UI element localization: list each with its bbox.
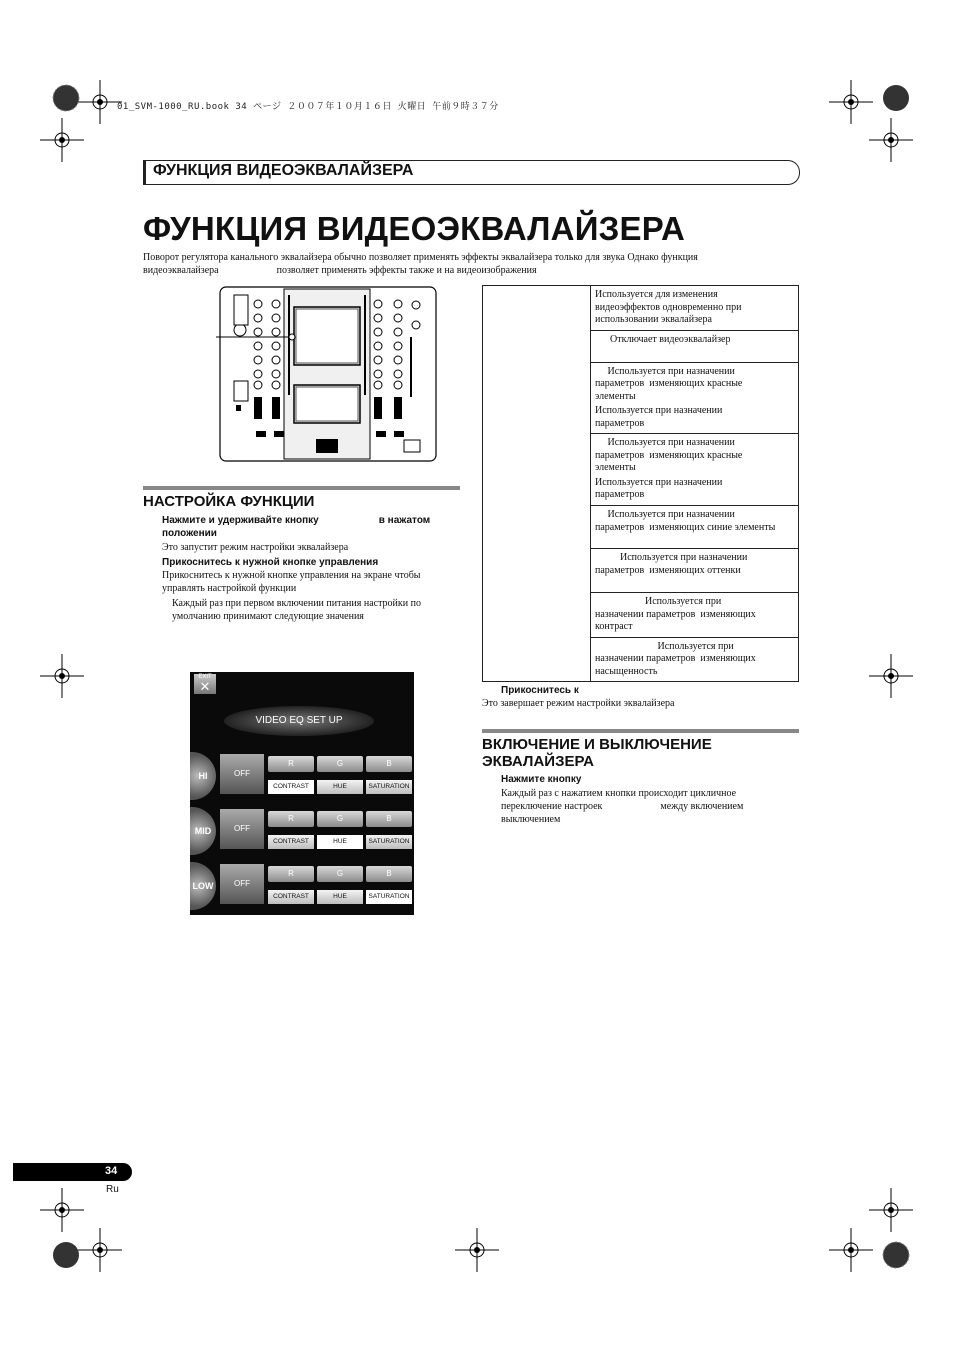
cell-line: Используется при назначении	[595, 476, 723, 488]
cell-line: насыщенность	[595, 665, 658, 677]
cell-line: параметров изменяющих оттенки	[595, 564, 741, 576]
setup-step-2-desc	[162, 569, 462, 595]
registration-mark-icon	[869, 118, 913, 162]
cell-line: элементы	[595, 462, 636, 473]
screen-title-text: VIDEO EQ SET UP	[255, 715, 343, 726]
registration-mark-icon	[869, 1188, 913, 1232]
band-hi-button[interactable]: HI	[190, 752, 216, 800]
cell-line: видеоэффектов одновременно при	[595, 301, 742, 313]
section-header-accent	[143, 160, 146, 184]
desc-part: переключение настроек	[501, 801, 603, 812]
table-cell	[591, 434, 799, 506]
file-header: 01_SVM-1000_RU.book 34 ページ ２００７年１０月１６日 火曜日 午前９時３７分	[117, 102, 499, 112]
cell-line: Используется при	[595, 640, 734, 652]
onoff-desc	[501, 787, 801, 826]
registration-mark-icon	[455, 1228, 499, 1272]
button-function-table	[482, 285, 799, 682]
r-button-hi[interactable]: R	[268, 756, 314, 772]
cell-line: назначении параметров изменяющих	[595, 653, 756, 664]
cell-line: параметров изменяющих красные	[595, 449, 743, 461]
g-button-mid[interactable]: G	[317, 811, 363, 827]
registration-mark-icon	[869, 654, 913, 698]
table-cell	[591, 637, 799, 682]
cell-line: элементы	[595, 390, 636, 402]
g-button-low[interactable]: G	[317, 866, 363, 882]
contrast-button-mid[interactable]: CONTRAST	[268, 835, 314, 849]
table-cell	[591, 362, 799, 434]
b-button-low[interactable]: B	[366, 866, 412, 882]
hue-button-hi[interactable]: HUE	[317, 780, 363, 794]
registration-mark-icon	[829, 80, 873, 124]
setup-heading: НАСТРОЙКА ФУНКЦИИ	[143, 493, 315, 510]
exit-label: EXIT	[198, 674, 212, 680]
contrast-button-hi[interactable]: CONTRAST	[268, 780, 314, 794]
table-left-cell	[483, 286, 591, 682]
off-button-mid[interactable]: OFF	[220, 809, 264, 849]
band-mid-button[interactable]: MID	[190, 807, 216, 855]
note-line: Каждый раз при первом включении питания настройки по	[172, 598, 421, 609]
color-target-icon	[44, 76, 88, 120]
page-title: ФУНКЦИЯ ВИДЕОЭКВАЛАЙЗЕРА	[143, 210, 686, 247]
cell-line: использовании эквалайзера	[595, 314, 712, 325]
off-button-low[interactable]: OFF	[220, 864, 264, 904]
intro-line	[143, 264, 793, 277]
registration-mark-icon	[829, 1228, 873, 1272]
video-eq-setup-screen	[190, 672, 414, 915]
onoff-heading	[482, 736, 712, 770]
section-rule	[482, 729, 799, 733]
registration-mark-icon	[40, 654, 84, 698]
page-number: 34	[105, 1165, 118, 1177]
hue-button-mid[interactable]: HUE	[317, 835, 363, 849]
band-low-button[interactable]: LOW	[190, 862, 216, 910]
table-row	[483, 286, 799, 331]
saturation-button-mid[interactable]: SATURATION	[366, 835, 412, 849]
registration-mark-icon	[40, 1188, 84, 1232]
page-language: Ru	[106, 1184, 119, 1195]
cell-line: Используется при назначении	[595, 437, 735, 448]
cell-line: параметров изменяющих синие элементы	[595, 521, 776, 533]
desc-line: Прикоснитесь к нужной кнопке управления на экране чтобы	[162, 570, 421, 581]
intro-line-part: видеоэквалайзера	[143, 265, 219, 276]
exit-button[interactable]	[194, 674, 216, 694]
cell-line: параметров	[595, 417, 645, 429]
g-button-hi[interactable]: G	[317, 756, 363, 772]
cell-line: параметров	[595, 489, 645, 500]
heading-line: ВКЛЮЧЕНИЕ И ВЫКЛЮЧЕНИЕ	[482, 736, 712, 753]
cell-line: Используется при назначении	[595, 552, 748, 563]
section-rule	[143, 486, 460, 490]
cell-line: Используется при назначении	[595, 365, 735, 377]
b-button-hi[interactable]: B	[366, 756, 412, 772]
step-3: Прикоснитесь к	[501, 685, 579, 696]
registration-mark-icon	[40, 118, 84, 162]
section-header: ФУНКЦИЯ ВИДЕОЭКВАЛАЙЗЕРА	[153, 162, 414, 179]
cell-line: Используется при назначении	[595, 405, 723, 416]
step-text: в нажатом	[378, 515, 431, 526]
step-text: Нажмите и удерживайте кнопку	[162, 515, 319, 526]
table-cell	[591, 549, 799, 593]
saturation-button-hi[interactable]: SATURATION	[366, 780, 412, 794]
intro-paragraph	[143, 251, 793, 277]
cell-line: Используется для изменения	[595, 289, 718, 300]
note-line: умолчанию принимают следующие значения	[172, 611, 364, 622]
contrast-button-low[interactable]: CONTRAST	[268, 890, 314, 904]
cell-line: параметров изменяющих красные	[595, 378, 743, 389]
desc-line: выключением	[501, 814, 561, 825]
cell-line: Используется при	[595, 596, 722, 607]
table-cell	[591, 286, 799, 331]
setup-step-2: Прикоснитесь к нужной кнопке управления	[162, 557, 379, 568]
r-button-low[interactable]: R	[268, 866, 314, 882]
saturation-button-low[interactable]: SATURATION	[366, 890, 412, 904]
color-target-icon	[874, 1233, 918, 1277]
onoff-step: Нажмите кнопку	[501, 774, 582, 785]
cell-line: Отключает видеоэквалайзер	[595, 333, 731, 345]
desc-line: управлять настройкой функции	[162, 583, 297, 594]
r-button-mid[interactable]: R	[268, 811, 314, 827]
intro-line-part: позволяет применять эффекты также и на видеоизображения	[276, 265, 537, 276]
setup-note	[172, 597, 462, 623]
setup-step-1	[162, 514, 452, 540]
off-button-hi[interactable]: OFF	[220, 754, 264, 794]
mixer-illustration	[216, 285, 440, 465]
desc-line	[501, 800, 801, 813]
color-target-icon	[874, 76, 918, 120]
setup-step-1-desc: Это запустит режим настройки эквалайзера	[162, 542, 349, 553]
table-cell	[591, 506, 799, 549]
b-button-mid[interactable]: B	[366, 811, 412, 827]
table-cell	[591, 593, 799, 638]
cell-line: контраст	[595, 621, 633, 632]
intro-line: Поворот регулятора канального эквалайзера обычно позволяет применять эффекты эквалайзера только для звука Однако функция	[143, 252, 698, 263]
desc-part: между включением	[660, 801, 744, 812]
heading-line: ЭКВАЛАЙЗЕРА	[482, 753, 594, 770]
step-text: положении	[162, 528, 217, 539]
desc-line: Каждый раз с нажатием кнопки происходит цикличное	[501, 788, 737, 799]
table-cell	[591, 330, 799, 362]
cell-line: назначении параметров изменяющих	[595, 608, 756, 620]
color-target-icon	[44, 1233, 88, 1277]
step-3-desc: Это завершает режим настройки эквалайзера	[482, 698, 675, 709]
hue-button-low[interactable]: HUE	[317, 890, 363, 904]
cell-line: Используется при назначении	[595, 509, 735, 520]
close-icon: ✕	[199, 679, 211, 694]
